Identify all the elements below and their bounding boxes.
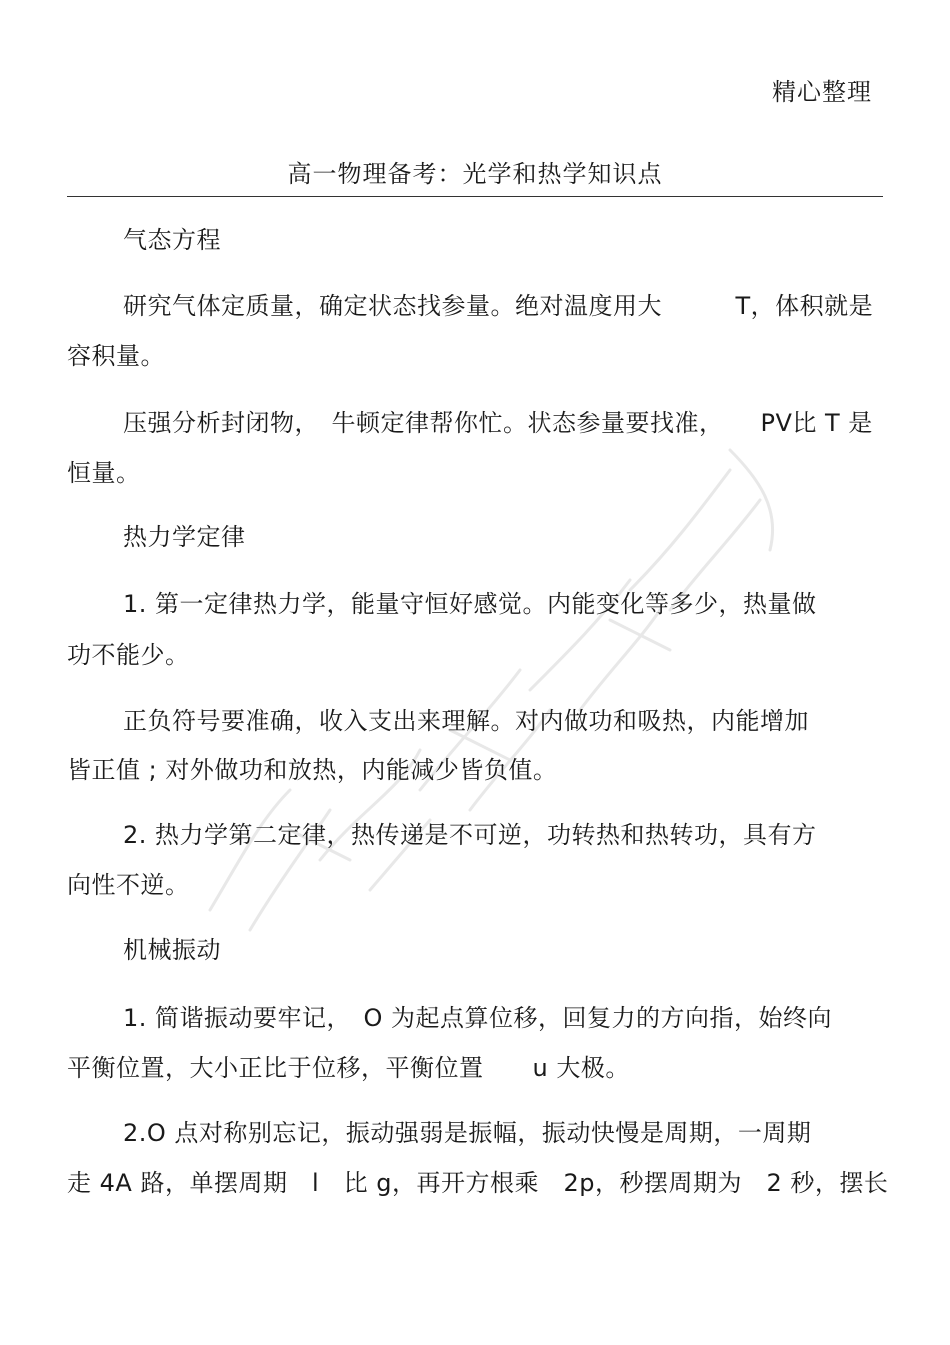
paragraph-line: 容积量。: [67, 342, 165, 370]
paragraph-line: 1. 简谐振动要牢记， O 为起点算位移，回复力的方向指，始终向: [123, 1004, 833, 1032]
paragraph-line: 走 4A 路，单摆周期 l 比 g，再开方根乘 2p，秒摆周期为 2 秒，摆长: [67, 1169, 889, 1197]
document-title: 高一物理备考：光学和热学知识点: [287, 160, 663, 188]
watermark-icon: [170, 390, 810, 950]
paragraph-line: 研究气体定质量，确定状态找参量。绝对温度用大 T，体积就是: [123, 292, 874, 320]
section-heading-thermodynamics: 热力学定律: [123, 523, 246, 551]
paragraph-line: 向性不逆。: [67, 871, 190, 899]
paragraph-line: 2.O 点对称别忘记，振动强弱是振幅，振动快慢是周期，一周期: [123, 1119, 812, 1147]
section-heading-gas-equation: 气态方程: [123, 226, 221, 254]
paragraph-line: 恒量。: [67, 459, 141, 487]
paragraph-line: 皆正值 ; 对外做功和放热，内能减少皆负值。: [67, 756, 558, 784]
paragraph-line: 平衡位置，大小正比于位移，平衡位置 u 大极。: [67, 1054, 630, 1082]
paragraph-line: 压强分析封闭物， 牛顿定律帮你忙。状态参量要找准， PV比 T 是: [123, 409, 873, 437]
paragraph-line: 1. 第一定律热力学，能量守恒好感觉。内能变化等多少，热量做: [123, 590, 817, 618]
section-heading-mechanical-vibration: 机械振动: [123, 936, 221, 964]
title-divider: [67, 196, 883, 197]
paragraph-line: 功不能少。: [67, 641, 190, 669]
paragraph-line: 2. 热力学第二定律，热传递是不可逆，功转热和热转功，具有方: [123, 821, 817, 849]
header-note: 精心整理: [772, 78, 872, 106]
paragraph-line: 正负符号要准确，收入支出来理解。对内做功和吸热，内能增加: [123, 707, 809, 735]
